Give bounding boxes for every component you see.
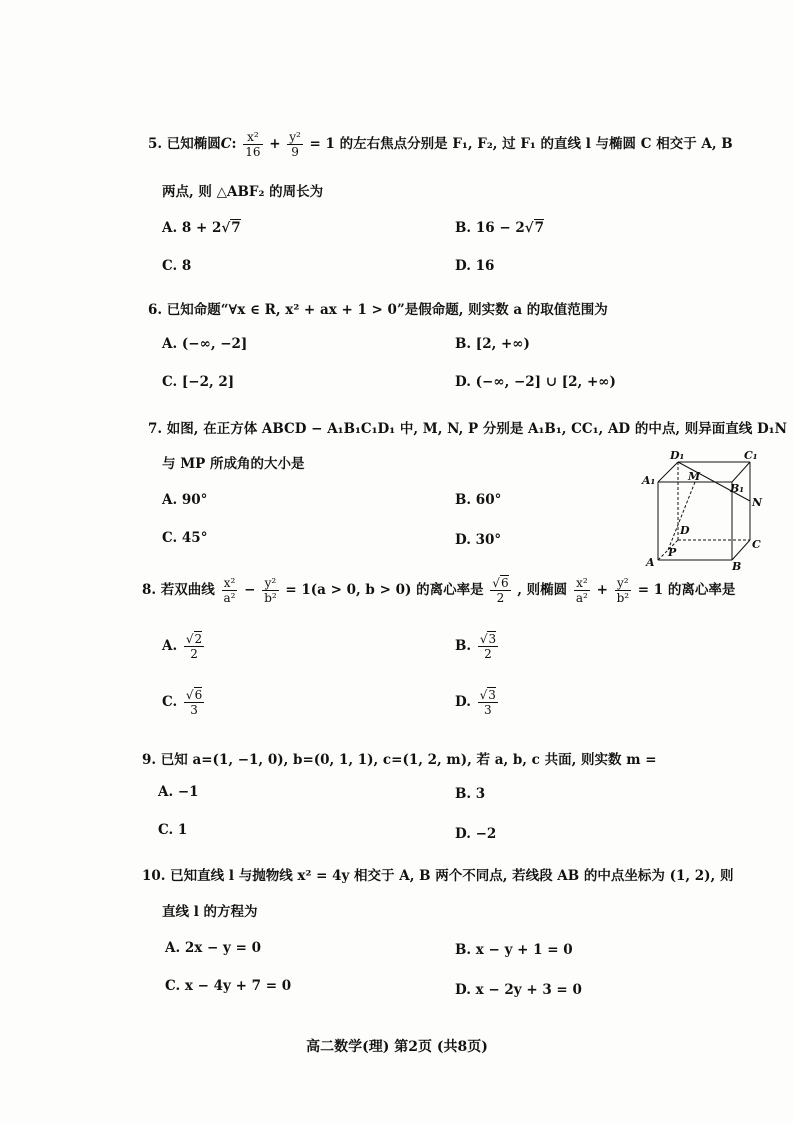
q8-option-a-radicand: 2 (194, 632, 203, 646)
page-footer: 高二数学(理) 第2页 (共8页) (306, 1039, 488, 1055)
q8-ellipse-x-num: x² (574, 576, 590, 591)
q5-stem-line2: 两点, 则 △ABF₂ 的周长为 (162, 184, 324, 200)
q8-hyperbola-y-num: y² (262, 576, 279, 591)
q10-option-c[interactable]: C. x − 4y + 7 = 0 (165, 978, 292, 994)
question-8-stem (142, 576, 762, 605)
q8-option-c[interactable] (162, 688, 206, 717)
cube-figure (640, 448, 766, 572)
question-5-stem (148, 130, 768, 159)
q8-eccentricity (490, 576, 510, 605)
q5-option-b[interactable]: B. 16 − 2√7 (455, 220, 545, 236)
q7-option-b[interactable]: B. 60° (455, 492, 502, 508)
q8-tail: = 1 的离心率是 (637, 582, 736, 598)
label-c: C (752, 538, 761, 551)
q5-fraction-x-num: x² (243, 130, 262, 145)
q8-option-a-fraction (184, 632, 204, 661)
q8-plus: + (596, 582, 608, 598)
q10-option-d[interactable]: D. x − 2y + 3 = 0 (455, 982, 582, 998)
q5-option-b-coef: 16 − 2 (475, 220, 525, 236)
q8-hyperbola-x (222, 576, 238, 605)
q8-option-b-label: B. (455, 638, 472, 654)
q8-ellipse-y-den: b² (616, 591, 630, 605)
q5-stem-tail: = 1 的左右焦点分别是 F₁, F₂, 过 F₁ 的直线 l 与椭圆 C 相交于 A, B (309, 136, 733, 152)
question-10-stem: 10. 已知直线 l 与抛物线 x² = 4y 相交于 A, B 两个不同点, 若线段 AB 的中点坐标为 (1, 2), 则 (142, 868, 734, 884)
q7-option-c[interactable]: C. 45° (162, 530, 208, 546)
q8-option-b-num: √3 (479, 632, 497, 646)
label-a1: A₁ (642, 474, 656, 487)
q5-fraction-y-num: y² (289, 130, 301, 144)
q8-mid-text: , 则椭圆 (517, 582, 568, 598)
q8-ellipse-y (615, 576, 632, 605)
q8-option-c-fraction (184, 688, 204, 717)
q8-hyperbola-y-den: b² (264, 591, 277, 605)
label-m: M (688, 470, 701, 483)
q8-hyperbola-x-num: x² (222, 576, 238, 591)
q8-option-a-den: 2 (190, 647, 198, 661)
q6-option-b[interactable]: B. [2, +∞) (455, 336, 530, 352)
q5-option-a-coef: 8 + 2 (181, 220, 222, 236)
q6-option-c[interactable]: C. [−2, 2] (162, 374, 235, 390)
q9-option-d[interactable]: D. −2 (455, 826, 497, 842)
q10-stem-line2: 直线 l 的方程为 (162, 904, 258, 920)
label-b1: B₁ (730, 482, 745, 495)
label-n: N (752, 496, 763, 509)
q5-stem-text: 已知椭圆 (166, 136, 221, 152)
q8-ellipse-y-num: y² (615, 576, 632, 591)
q10-option-a[interactable]: A. 2x − y = 0 (165, 940, 261, 956)
q5-option-c[interactable]: C. 8 (162, 258, 192, 274)
label-a: A (646, 556, 655, 569)
q5-option-b-radicand: 7 (534, 220, 545, 236)
q8-option-b[interactable] (455, 632, 500, 661)
q8-ellipse-x (574, 576, 590, 605)
q8-option-d-num: √3 (479, 688, 496, 702)
q8-hyperbola-x-den: a² (223, 591, 236, 605)
q5-fraction-x-den: 16 (245, 145, 261, 159)
q8-eccentricity-num: √6 (492, 576, 509, 590)
q8-hyperbola-y (262, 576, 279, 605)
edge-a1d1 (658, 462, 678, 482)
q5-option-b-label: B. (455, 220, 472, 236)
q8-option-d-label: D. (455, 694, 471, 710)
q5-fraction-x (243, 130, 262, 159)
question-9-stem: 9. 已知 a=(1, −1, 0), b=(0, 1, 1), c=(1, 2, m), 若 a, b, c 共面, 则实数 m = (142, 752, 657, 768)
q8-number: 8. 若双曲线 (142, 582, 215, 598)
q5-option-a-label: A. (162, 220, 178, 236)
q8-option-d-fraction (478, 688, 498, 717)
q5-ellipse-name: C (220, 136, 232, 152)
question-6-stem: 6. 已知命题“∀x ∈ R, x² + ax + 1 > 0”是假命题, 则实数 a 的取值范围为 (148, 302, 608, 318)
label-d1: D₁ (670, 449, 685, 462)
q8-eccentricity-den: 2 (496, 591, 505, 605)
q7-option-d[interactable]: D. 30° (455, 532, 502, 548)
q8-eccentricity-radicand: 6 (500, 576, 509, 590)
q8-option-c-radicand: 6 (194, 688, 203, 702)
q5-option-d[interactable]: D. 16 (455, 258, 495, 274)
q8-option-c-num: √6 (185, 688, 203, 702)
q8-option-a-num: √2 (185, 632, 203, 646)
q8-option-c-label: C. (162, 694, 178, 710)
q10-option-b[interactable]: B. x − y + 1 = 0 (455, 942, 573, 958)
q8-option-a[interactable] (162, 632, 206, 661)
q8-option-b-den: 2 (484, 647, 492, 661)
q5-option-a-radicand: 7 (231, 220, 241, 236)
q5-option-a[interactable]: A. 8 + 2√7 (162, 220, 241, 236)
question-7-stem: 7. 如图, 在正方体 ABCD − A₁B₁C₁D₁ 中, M, N, P 分别是 A₁B₁, CC₁, AD 的中点, 则异面直线 D₁N (148, 421, 787, 437)
q9-option-b[interactable]: B. 3 (455, 786, 486, 802)
edge-b1c1 (732, 462, 750, 482)
q5-colon: : (231, 136, 237, 152)
q8-minus: − (244, 582, 256, 598)
q5-fraction-y (287, 130, 303, 159)
label-p: P (668, 546, 677, 559)
q8-option-b-radicand: 3 (488, 632, 497, 646)
q5-number: 5. (148, 136, 163, 152)
q6-option-d[interactable]: D. (−∞, −2] ∪ [2, +∞) (455, 374, 616, 390)
label-b: B (732, 560, 742, 572)
q5-plus: + (269, 136, 281, 152)
edge-bc (732, 540, 750, 560)
q6-option-a[interactable]: A. (−∞, −2] (162, 336, 248, 352)
q8-option-d-den: 3 (483, 703, 492, 717)
q9-option-c[interactable]: C. 1 (158, 822, 188, 838)
q8-option-c-den: 3 (190, 703, 198, 717)
label-c1: C₁ (744, 449, 758, 462)
q8-ellipse-x-den: a² (575, 591, 588, 605)
q8-option-d-radicand: 3 (488, 688, 496, 702)
q8-condition: = 1(a > 0, b > 0) 的离心率是 (285, 582, 484, 598)
q7-stem-line2: 与 MP 所成角的大小是 (162, 456, 305, 472)
q9-option-a[interactable]: A. −1 (158, 784, 199, 800)
label-d: D (680, 524, 690, 537)
q8-option-d[interactable] (455, 688, 500, 717)
q8-option-b-fraction (478, 632, 498, 661)
q8-option-a-label: A. (162, 638, 178, 654)
q5-fraction-y-den: 9 (291, 145, 299, 159)
q7-option-a[interactable]: A. 90° (162, 492, 208, 508)
